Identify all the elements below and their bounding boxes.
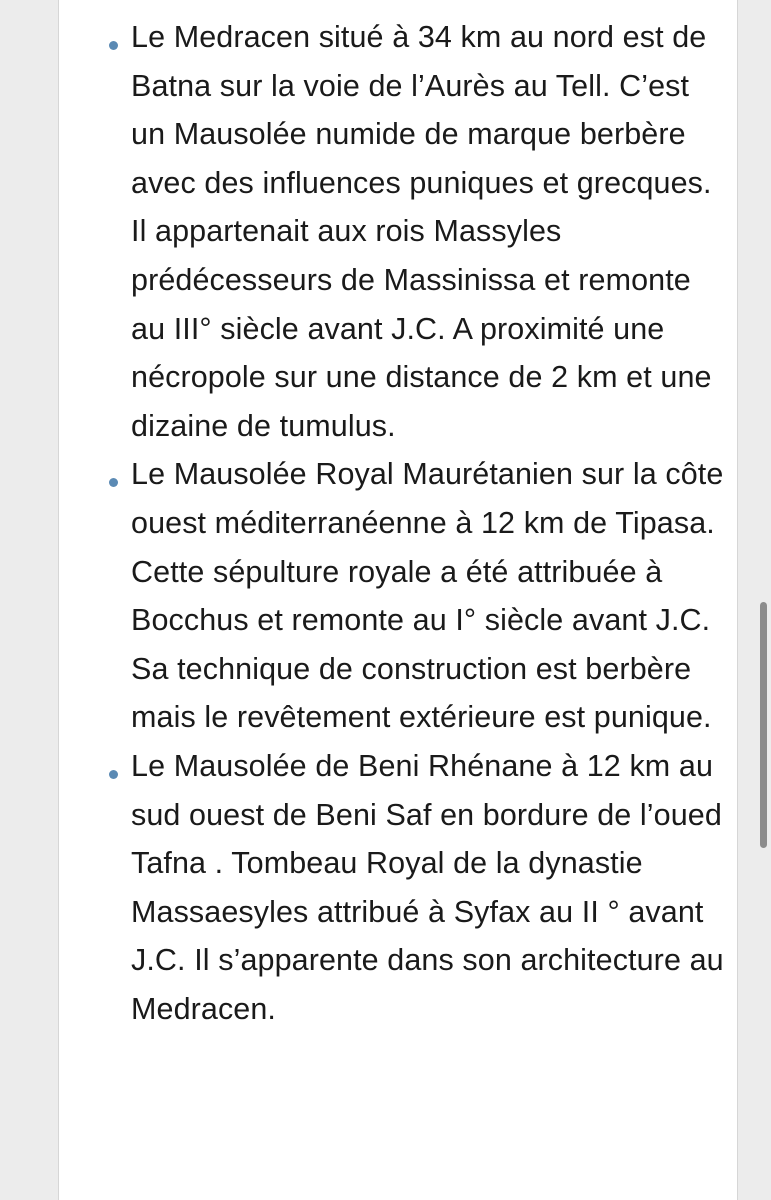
scrollbar-thumb[interactable] [760, 602, 767, 848]
article-content [58, 0, 738, 1200]
list-item-text: Le Medracen situé à 34 km au nord est de Batna sur la voie de l’Aurès au Tell. C’est un Mausolée numide de marque berbère avec des influences puniques et grecques. Il appartenait aux rois Massyles prédécesseurs de Massinissa et remonte au III° siècle avant J.C. A proximité une nécropole sur une distance de 2 km et une dizaine de tumulus. [131, 20, 712, 443]
list-item [59, 450, 737, 742]
mausoleum-list [59, 0, 737, 1033]
bullet-icon [109, 41, 118, 50]
bullet-icon [109, 478, 118, 487]
list-item [59, 742, 737, 1034]
list-item [59, 13, 737, 450]
bullet-icon [109, 770, 118, 779]
list-item-text: Le Mausolée de Beni Rhénane à 12 km au sud ouest de Beni Saf en bordure de l’oued Tafna . Tombeau Royal de la dynastie Massaesyles attribué à Syfax au II ° avant J.C. Il s’apparente dans son architecture au Medracen. [131, 748, 724, 1026]
list-item-text: Le Mausolée Royal Maurétanien sur la côte ouest méditerranéenne à 12 km de Tipasa. Cette sépulture royale a été attribuée à Bocchus et remonte au I° siècle avant J.C. Sa technique de construction est berbère mais le revêtement extérieure est punique. [131, 457, 724, 735]
